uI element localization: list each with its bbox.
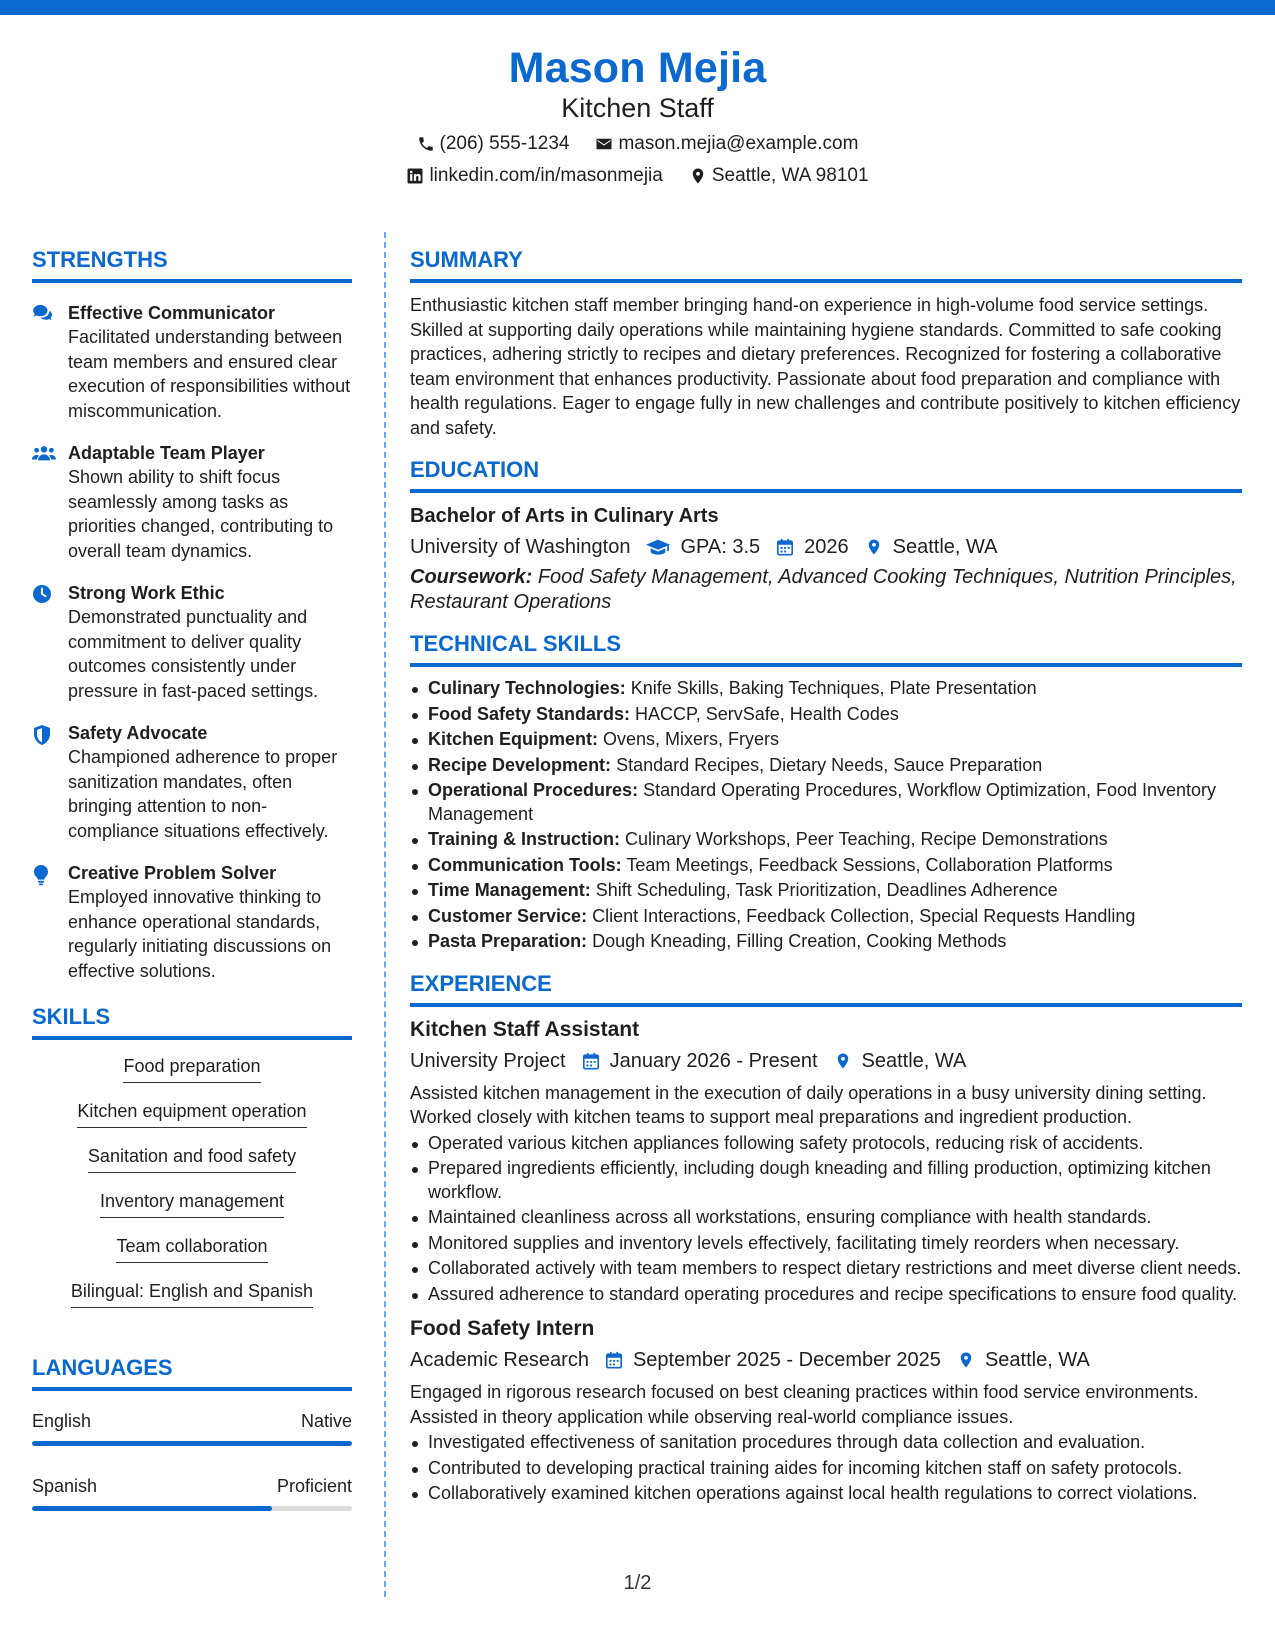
language-bar-fill [32,1506,272,1511]
job-title: Food Safety Intern [410,1317,595,1340]
list-item: Communication Tools: Team Meetings, Feedback Sessions, Collaboration Platforms [410,854,1242,878]
technical-skills-section [410,630,1242,954]
education-location: Seattle, WA [892,536,998,558]
page-number: 1/2 [623,1572,652,1594]
job-bullets [410,1132,1242,1307]
list-item: Maintained cleanliness across all workstations, ensuring compliance with health standards. [410,1206,1242,1230]
list-item: Culinary Technologies: Knife Skills, Baking Techniques, Plate Presentation [410,677,1242,701]
job-title: Kitchen Staff Assistant [410,1017,640,1041]
list-item: Customer Service: Client Interactions, Feedback Collection, Special Requests Handling [410,905,1242,929]
list-item: Investigated effectiveness of sanitation procedures through data collection and evaluation. [410,1431,1242,1455]
skills-title: SKILLS [32,1003,352,1040]
calendar-icon [605,1351,623,1369]
contact-location [689,164,869,188]
education-title: EDUCATION [410,456,1242,493]
experience-title: EXPERIENCE [410,970,1242,1007]
language-item [32,1409,352,1446]
education-meta [410,533,1242,561]
list-item: Collaboratively examined kitchen operations against local health regulations to correct violations. [410,1482,1242,1506]
language-bar [32,1441,352,1446]
language-item [32,1474,352,1511]
list-item: Training & Instruction: Culinary Workshops, Peer Teaching, Recipe Demonstrations [410,828,1242,852]
strength-desc: Championed adherence to proper sanitization mandates, often bringing attention to non-compliance situations effectively. [68,747,338,841]
strength-title: Adaptable Team Player [68,443,265,463]
list-item: Contributed to developing practical training aides for incoming kitchen staff on safety protocols. [410,1457,1242,1481]
linkedin-text: linkedin.com/in/masonmejia [429,165,663,186]
skill-item: Team collaboration [116,1234,267,1263]
job-description: Engaged in rigorous research focused on best cleaning practices within food service environments. Assisted in theory application while observing real-world compliance issues. [410,1382,1199,1427]
strength-item [32,581,352,703]
map-pin-icon [865,538,883,556]
strength-desc: Employed innovative thinking to enhance operational standards, regularly initiating discussions on effective solutions. [68,887,332,981]
strength-desc: Demonstrated punctuality and commitment to deliver quality outcomes consistently under pressure in fast-paced settings. [68,607,319,701]
graduation-cap-icon [646,538,670,556]
experience-section [410,970,1242,1506]
list-item: Kitchen Equipment: Ovens, Mixers, Fryers [410,728,1242,752]
right-column [410,246,1242,1508]
language-bar-fill [32,1441,352,1446]
education-coursework [410,565,1242,614]
strengths-title: STRENGTHS [32,246,352,283]
contact-row-2 [0,164,1275,188]
technical-skills-list [410,677,1242,954]
candidate-name: Mason Mejia [508,44,767,92]
language-name: Spanish [32,1476,98,1496]
skill-item: Bilingual: English and Spanish [71,1279,313,1308]
list-item: Operated various kitchen appliances following safety protocols, reducing risk of accidents. [410,1132,1242,1156]
job-location: Seattle, WA [984,1349,1090,1371]
map-pin-icon [689,167,707,185]
language-name: English [32,1411,92,1431]
job-entry [410,1017,1242,1307]
job-dates: January 2026 - Present [609,1049,818,1072]
strength-item [32,721,352,843]
list-item: Food Safety Standards: HACCP, ServSafe, Health Codes [410,703,1242,727]
job-meta [410,1047,1242,1075]
list-item: Assured adherence to standard operating procedures and recipe specifications to ensure food quality. [410,1283,1242,1307]
envelope-icon [595,135,613,153]
language-bar [32,1506,352,1511]
skills-list [32,1054,352,1324]
phone-icon [417,135,435,153]
candidate-title: Kitchen Staff [561,93,714,123]
summary-text: Enthusiastic kitchen staff member bringing hand-on experience in high-volume food service settings. Skilled at supporting daily operations while maintaining hygiene standards. Committed to safe cooking practices, adhering strictly to recipes and dietary preferences. Recognized for fostering a collaborative team environment that enhances productivity. Passionate about food preparation and compliance with health regulations. Eager to engage fully in new challenges and contribute positively to kitchen efficiency and safety. [410,295,1241,438]
language-level: Native [300,1411,352,1431]
strength-title: Safety Advocate [68,723,208,743]
education-degree: Bachelor of Arts in Culinary Arts [410,505,719,527]
job-bullets [410,1431,1242,1506]
calendar-icon [776,538,794,556]
job-meta [410,1346,1242,1374]
coursework-label: Coursework: [410,566,533,588]
calendar-icon [582,1052,600,1070]
contact-email[interactable] [595,132,858,156]
clock-icon [32,584,52,604]
strength-desc: Shown ability to shift focus seamlessly among tasks as priorities changed, contributing to overall team dynamics. [68,467,334,561]
list-item: Operational Procedures: Standard Operating Procedures, Workflow Optimization, Food Inventory Management [410,779,1242,826]
strength-title: Creative Problem Solver [68,863,277,883]
skill-item: Kitchen equipment operation [77,1099,306,1128]
job-location: Seattle, WA [861,1049,967,1072]
left-column [32,246,352,1511]
skill-item: Food preparation [123,1054,260,1083]
languages-section [32,1354,352,1511]
language-level: Proficient [276,1476,352,1496]
job-org: University Project [410,1049,566,1072]
resume-header [0,42,1275,188]
list-item: Recipe Development: Standard Recipes, Dietary Needs, Sauce Preparation [410,754,1242,778]
shield-icon [32,724,52,746]
summary-title: SUMMARY [410,246,1242,283]
phone-text: (206) 555-1234 [439,133,570,154]
education-section [410,456,1242,614]
list-item: Pasta Preparation: Dough Kneading, Filling Creation, Cooking Methods [410,930,1242,954]
strength-item [32,861,352,983]
list-item: Time Management: Shift Scheduling, Task Prioritization, Deadlines Adherence [410,879,1242,903]
strength-item [32,301,352,423]
column-divider [384,232,386,1597]
summary-section [410,246,1242,440]
contact-linkedin[interactable] [406,164,662,188]
comments-icon [32,304,54,322]
linkedin-icon [406,167,424,185]
skill-item: Sanitation and food safety [88,1144,296,1173]
strength-item [32,441,352,563]
contact-phone[interactable] [417,132,570,156]
list-item: Collaborated actively with team members to respect dietary restrictions and meet diverse client needs. [410,1257,1242,1281]
top-accent-bar [0,0,1275,15]
map-pin-icon [957,1351,975,1369]
strengths-section [32,246,352,983]
strength-desc: Facilitated understanding between team members and ensured clear execution of responsibilities without miscommunication. [68,327,351,421]
users-icon [32,444,56,462]
list-item: Monitored supplies and inventory levels effectively, facilitating timely reorders when necessary. [410,1232,1242,1256]
email-text: mason.mejia@example.com [618,133,859,154]
education-year: 2026 [804,536,849,558]
strength-title: Effective Communicator [68,303,276,323]
coursework-text: Food Safety Management, Advanced Cooking Techniques, Nutrition Principles, Restaurant Operations [410,566,1237,613]
map-pin-icon [834,1052,852,1070]
contact-row-1 [0,132,1275,156]
job-description: Assisted kitchen management in the execution of daily operations in a busy university dining setting. Worked closely with kitchen teams to support meal preparations and ingredient production. [410,1082,1207,1127]
languages-title: LANGUAGES [32,1354,352,1391]
location-text: Seattle, WA 98101 [711,165,869,186]
job-dates: September 2025 - December 2025 [632,1349,941,1371]
list-item: Prepared ingredients efficiently, including dough kneading and filling production, optimizing kitchen workflow. [410,1157,1242,1204]
education-gpa: GPA: 3.5 [680,536,761,558]
technical-skills-title: TECHNICAL SKILLS [410,630,1242,667]
strength-title: Strong Work Ethic [68,583,225,603]
education-school: University of Washington [410,536,631,558]
job-entry [410,1316,1242,1506]
skill-item: Inventory management [100,1189,284,1218]
skills-section [32,1003,352,1324]
lightbulb-icon [32,864,50,886]
job-org: Academic Research [410,1349,589,1371]
